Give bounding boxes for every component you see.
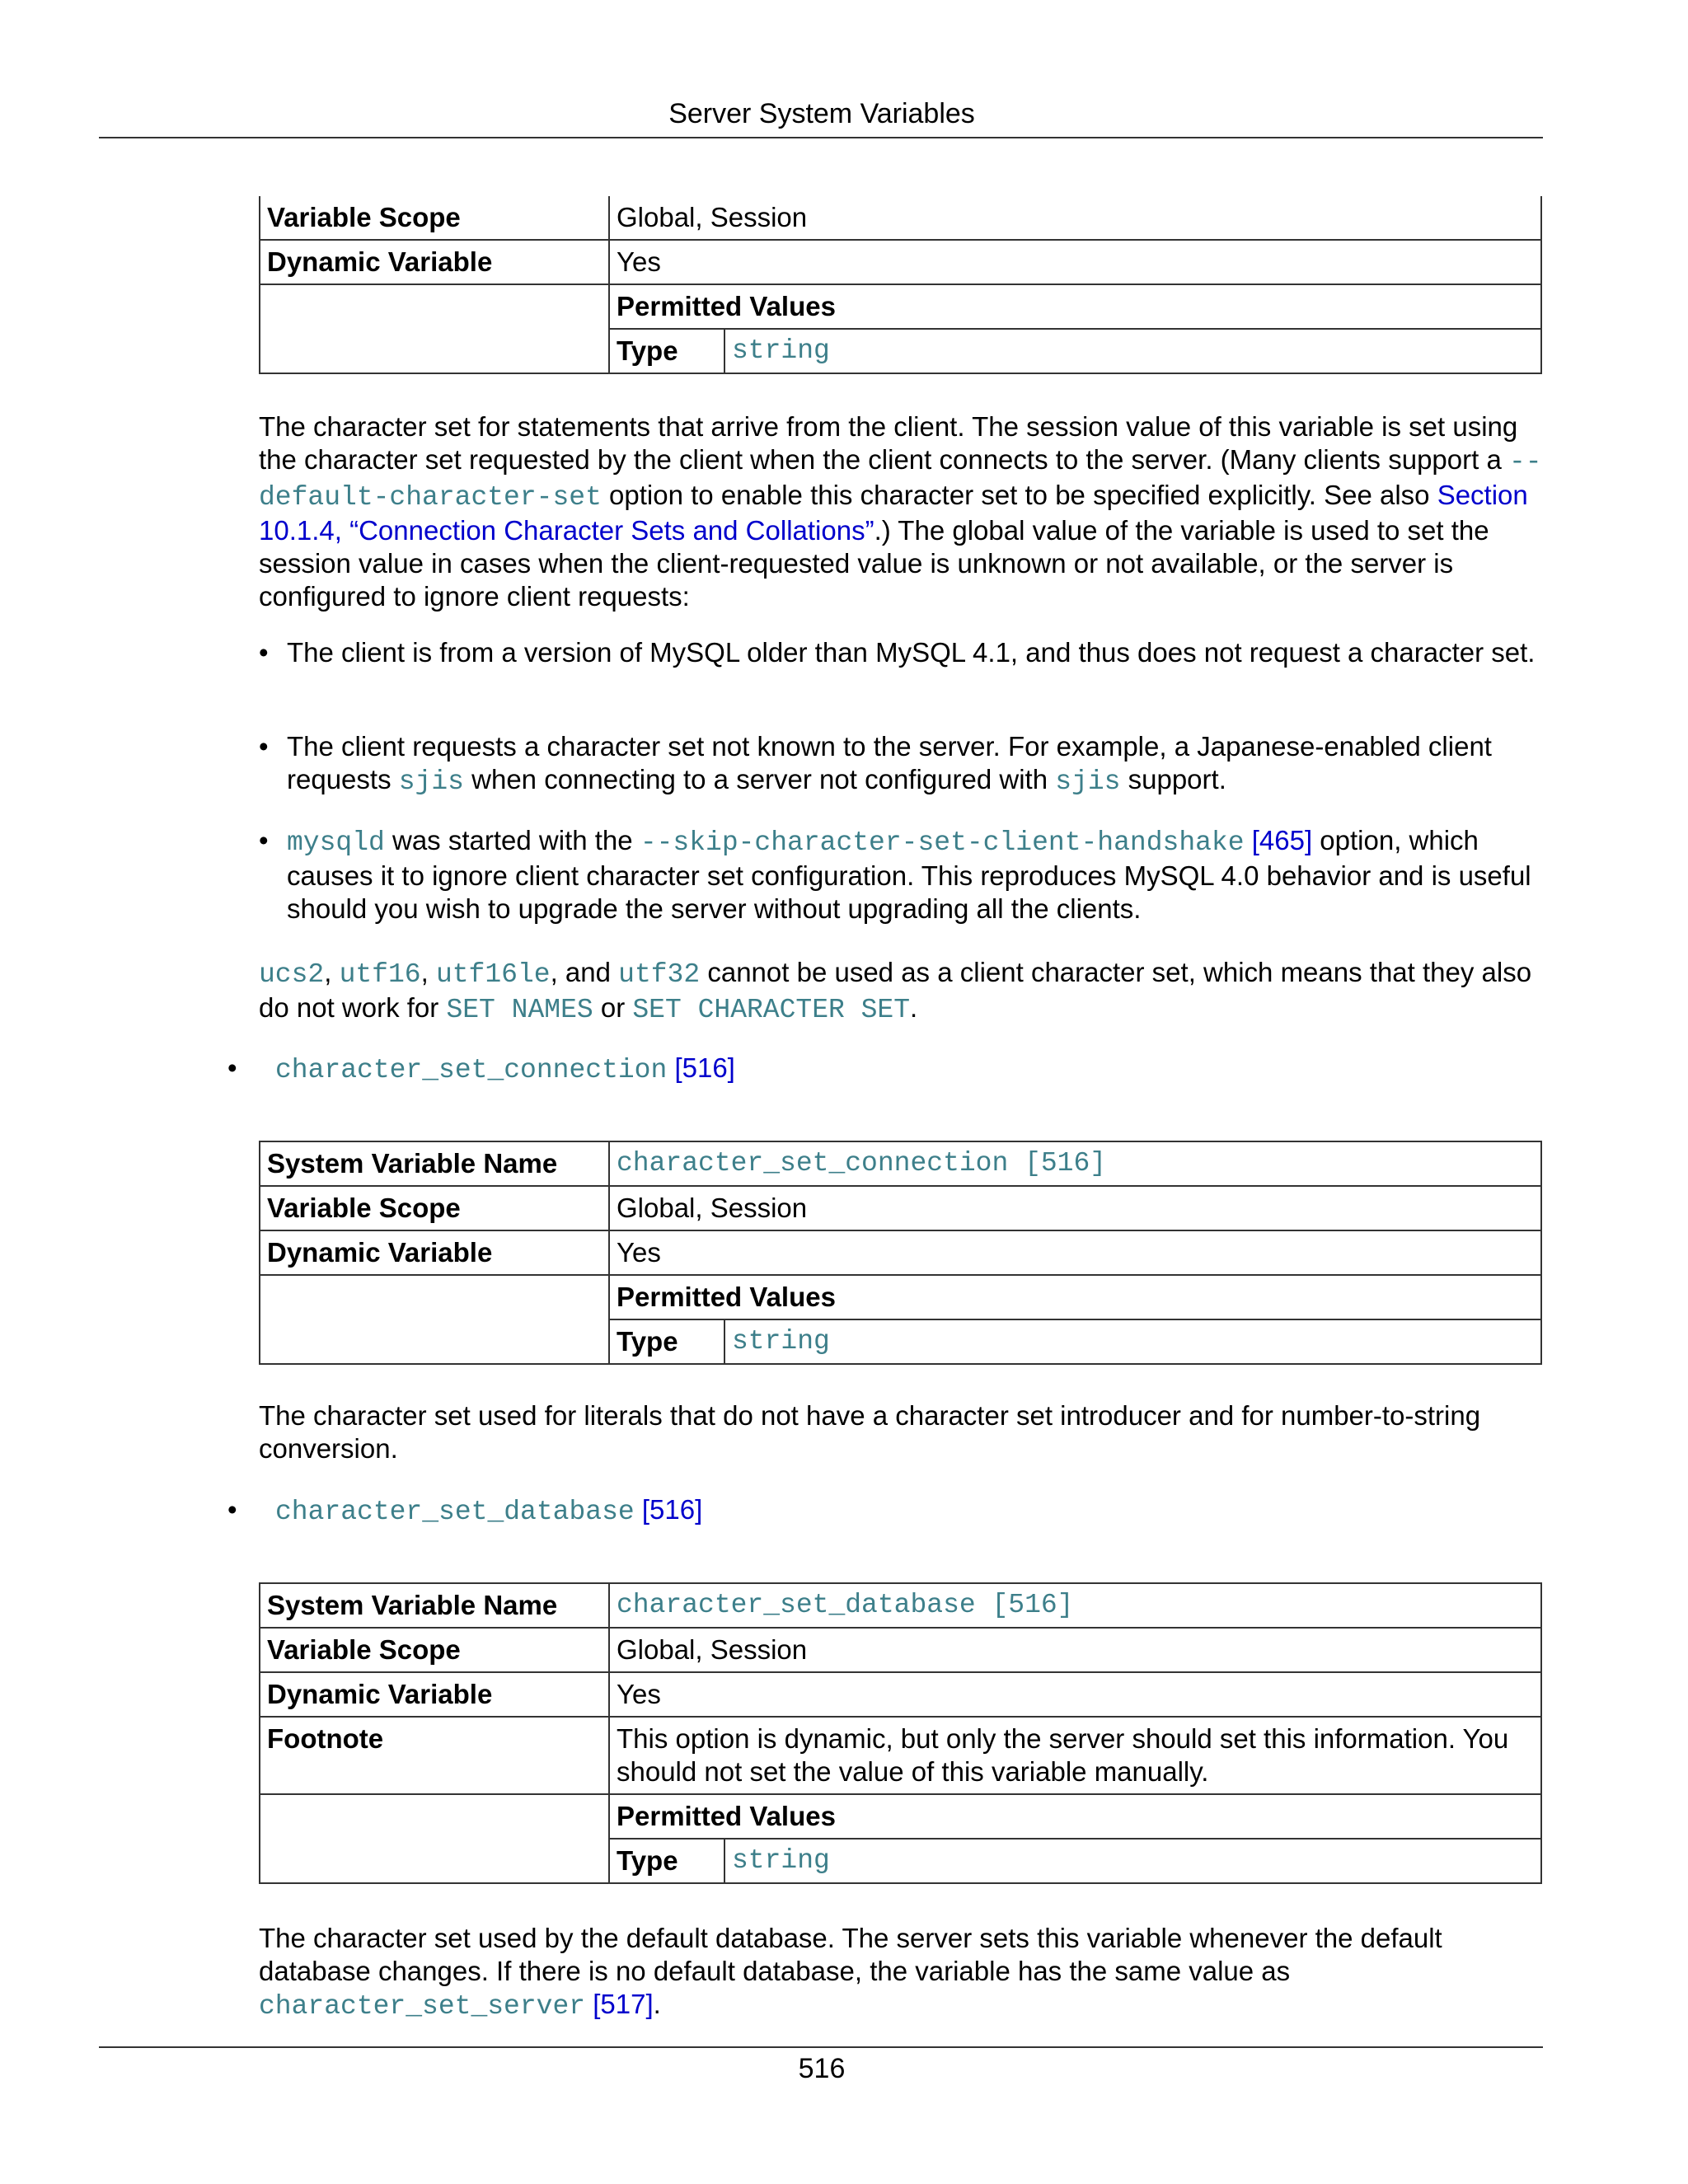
label-variable-scope: Variable Scope [260, 196, 609, 240]
value-type: string [724, 1319, 1540, 1363]
permitted-values-heading: Permitted Values [610, 1276, 1540, 1319]
code-mysqld[interactable]: mysqld [287, 827, 385, 858]
label-variable-scope: Variable Scope [260, 1628, 609, 1672]
value-variable-scope: Global, Session [609, 196, 1541, 240]
empty-label-cell [260, 1794, 609, 1883]
bullet-icon: • [259, 731, 269, 762]
list-item: • The client is from a version of MySQL older than MySQL 4.1, and thus does not request a character set. [259, 637, 1536, 668]
paragraph-database-description: The character set used by the default database. The server sets this variable whenever the default database changes. If there is no default database, the variable has the same value as character_set_server [517]. [259, 1923, 1442, 2022]
code-default-character-set: --default-character-set [259, 447, 1542, 513]
code-set-character-set: SET CHARACTER SET [632, 995, 911, 1025]
permitted-values-cell [609, 284, 1541, 373]
empty-label-cell [260, 284, 609, 373]
variable-table-database [259, 1582, 1542, 1884]
code-sjis: sjis [398, 766, 464, 797]
label-footnote: Footnote [260, 1717, 609, 1794]
permitted-values-heading: Permitted Values [610, 285, 1540, 329]
link-ref-465[interactable]: [465] [1251, 825, 1313, 855]
label-system-variable-name: System Variable Name [260, 1583, 609, 1628]
bullet-icon: • [259, 825, 269, 855]
list-item: • mysqld was started with the --skip-character-set-client-handshake [465] option, which causes it to ignore client character set configuration. This reproduces MySQL 4.0 behavior and is useful should you wish to upgrade the server without upgrading all the clients. [259, 825, 1531, 924]
value-variable-scope: Global, Session [609, 1628, 1541, 1672]
bullet-icon: • [259, 637, 269, 668]
page-header-title: Server System Variables [668, 98, 975, 129]
value-type: string [724, 329, 1540, 373]
code-utf16: utf16 [339, 959, 421, 990]
link-ref-517[interactable]: [517] [593, 1989, 654, 2019]
permitted-values-heading: Permitted Values [610, 1795, 1540, 1839]
bullet-icon: • [227, 1494, 237, 1525]
link-ref-516[interactable]: [516] [641, 1494, 703, 1525]
footer-rule [99, 2046, 1543, 2048]
bullet-icon: • [227, 1052, 237, 1083]
value-dynamic-variable: Yes [609, 1672, 1541, 1717]
entry-character-set-database [227, 1493, 1513, 1529]
label-type: Type [617, 335, 678, 366]
value-system-variable-name[interactable]: character_set_connection [516] [609, 1141, 1541, 1186]
code-utf32: utf32 [618, 959, 701, 990]
label-system-variable-name: System Variable Name [260, 1141, 609, 1186]
header-rule [99, 137, 1543, 138]
list-item: • The client requests a character set not known to the server. For example, a Japanese-enabled client requests sjis when connecting to a server not configured with sjis support. [259, 731, 1492, 797]
code-character-set-server[interactable]: character_set_server [259, 1991, 586, 2022]
value-system-variable-name[interactable]: character_set_database [516] [609, 1583, 1541, 1628]
code-utf16le: utf16le [435, 959, 551, 990]
label-type: Type [617, 1845, 678, 1876]
value-dynamic-variable: Yes [609, 240, 1541, 284]
label-dynamic-variable: Dynamic Variable [260, 240, 609, 284]
link-section-10-1-4[interactable]: Section 10.1.4, “Connection Character Sets and Collations” [259, 480, 1528, 546]
code-ucs2: ucs2 [259, 959, 325, 990]
label-variable-scope: Variable Scope [260, 1186, 609, 1230]
label-dynamic-variable: Dynamic Variable [260, 1230, 609, 1275]
variable-table-connection [259, 1141, 1542, 1365]
paragraph-connection-description: The character set used for literals that do not have a character set introducer and for number-to-string conversion. [259, 1400, 1481, 1464]
code-set-names: SET NAMES [446, 995, 593, 1025]
label-type: Type [617, 1326, 678, 1357]
page-number: 516 [798, 2053, 846, 2084]
entry-character-set-connection [227, 1052, 1513, 1087]
variable-name-link[interactable]: character_set_connection [275, 1055, 668, 1085]
link-ref-516[interactable]: [516] [674, 1052, 735, 1083]
permitted-values-cell [609, 1275, 1541, 1364]
value-dynamic-variable: Yes [609, 1230, 1541, 1275]
code-sjis: sjis [1055, 766, 1121, 797]
label-dynamic-variable: Dynamic Variable [260, 1672, 609, 1717]
value-type: string [724, 1839, 1540, 1882]
value-variable-scope: Global, Session [609, 1186, 1541, 1230]
permitted-values-cell [609, 1794, 1541, 1883]
empty-label-cell [260, 1275, 609, 1364]
variable-name-link[interactable]: character_set_database [275, 1497, 635, 1527]
value-footnote: This option is dynamic, but only the server should set this information. You should not set the value of this variable manually. [609, 1717, 1541, 1794]
variable-table-client [259, 196, 1542, 374]
code-skip-handshake[interactable]: --skip-character-set-client-handshake [640, 827, 1245, 858]
paragraph-unsupported-charsets: ucs2, utf16, utf16le, and utf32 cannot be used as a client character set, which means that they also do not work for SET NAMES or SET CHARACTER SET. [259, 957, 1532, 1025]
paragraph-client-description: The character set for statements that arrive from the client. The session value of this variable is set using the character set requested by the client when the client connects to the server. (Many clients support a --default-character-set option to enable this character set to be specified explicitly. See also Section 10.1.4, “Connection Character Sets and Collations”.) The global value of the variable is used to set the session value in cases when the client-requested value is unknown or not available, or the server is configured to ignore client requests: [259, 411, 1542, 612]
